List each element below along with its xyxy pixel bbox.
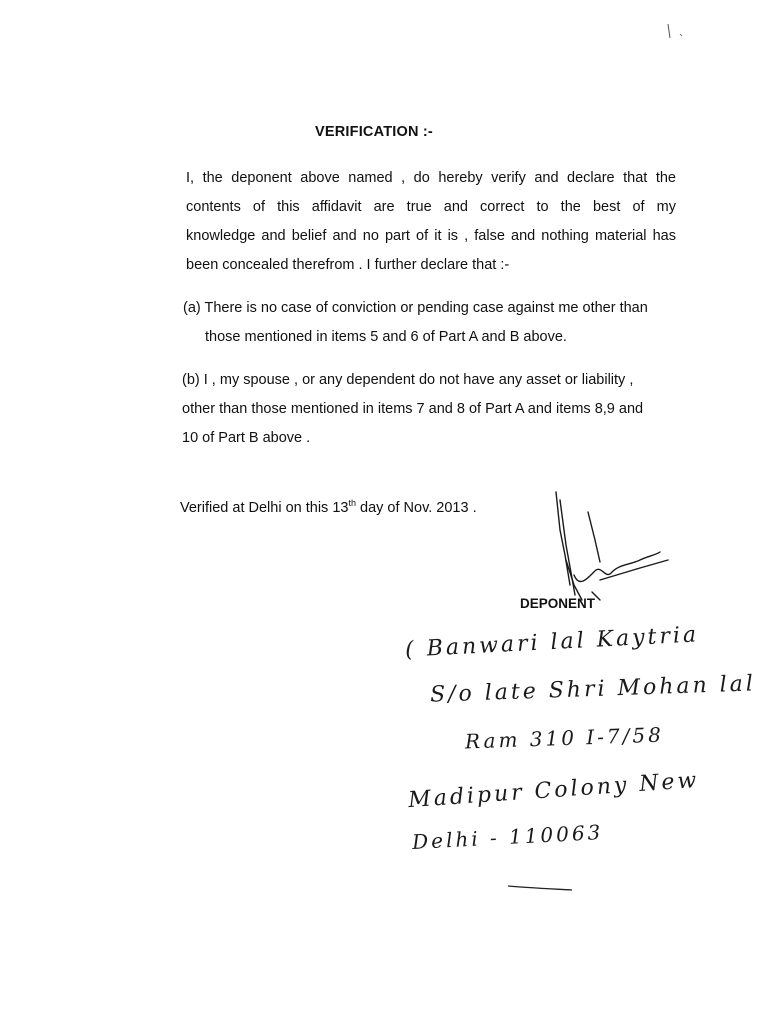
verified-text-after: day of Nov. 2013 . (355, 499, 477, 516)
date-ordinal-suffix: th (348, 498, 356, 508)
handwritten-address-line: ( Banwari lal Kaytria (404, 622, 700, 663)
deponent-label: DEPONENT (520, 596, 596, 611)
verified-text-before: Verified at Delhi on this 13 (180, 499, 349, 516)
item-b-line-1: (b) I , my spouse , or any dependent do not have any asset or liability , (182, 372, 634, 388)
handwritten-address-line: Delhi - 110063 (411, 820, 604, 854)
paragraph-line: I, the deponent above named , do hereby verify and declare that the (186, 170, 676, 186)
handwritten-address-line: Ram 310 I-7/58 (464, 722, 665, 754)
underline-stroke (508, 886, 572, 890)
paragraph-line: knowledge and belief and no part of it is , false and nothing material has (186, 228, 676, 244)
item-a-line-2: those mentioned in items 5 and 6 of Part A and B above. (205, 329, 567, 345)
deponent-signature (556, 492, 668, 600)
paragraph-line: contents of this affidavit are true and correct to the best of my (186, 199, 676, 215)
verification-heading: VERIFICATION :- (315, 124, 433, 140)
handwritten-address-line: Madipur Colony New (407, 767, 701, 814)
item-b-line-2: other than those mentioned in items 7 and 8 of Part A and items 8,9 and (182, 401, 644, 417)
handwritten-address-line: S/o late Shri Mohan lal (429, 671, 757, 708)
item-a-line-1: (a) There is no case of conviction or pending case against me other than (183, 300, 648, 316)
item-b-line-3: 10 of Part B above . (182, 430, 311, 446)
paragraph-line: been concealed therefrom . I further declare that :- (186, 257, 510, 273)
